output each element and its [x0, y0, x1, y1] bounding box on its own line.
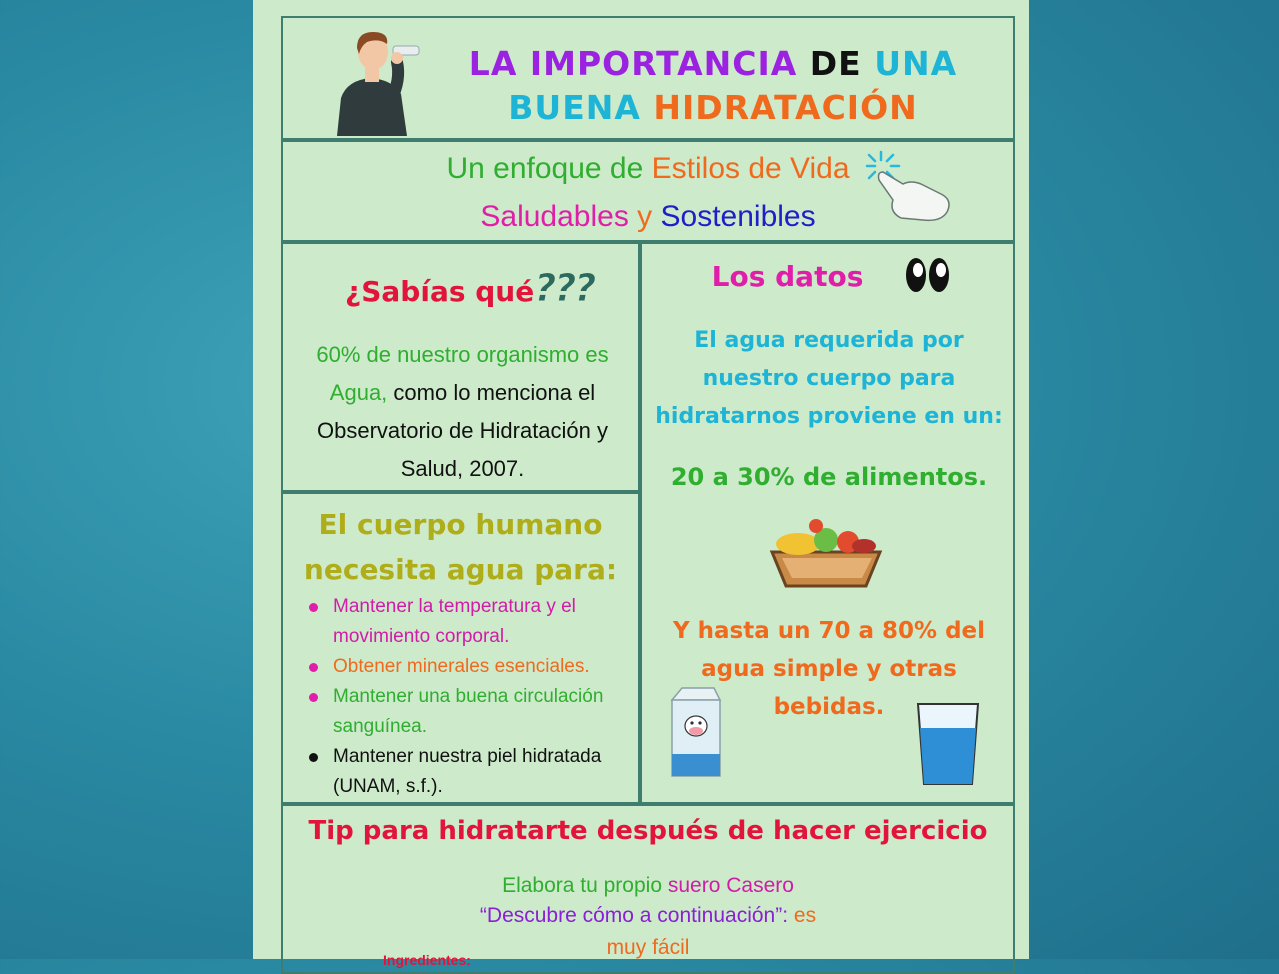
ingredients-label: Ingredientes:: [383, 952, 471, 968]
list-item: [305, 742, 635, 802]
tip-line-1-a: Elabora tu propio: [502, 874, 663, 897]
body-needs-panel: [281, 492, 640, 804]
tip-line-2-b: es: [793, 904, 817, 927]
list-item: [305, 682, 635, 742]
person-drinking-illustration: [327, 28, 427, 136]
subtitle-part-5: Sostenibles: [660, 200, 816, 233]
title-part-5: HIDRATACIÓN: [653, 88, 918, 127]
did-you-know-title-text: ¿Sabías qué: [345, 275, 535, 308]
did-you-know-source: como lo menciona el Observatorio de Hidratación y Salud, 2007.: [316, 380, 609, 481]
data-panel: [640, 242, 1015, 804]
bullet-icon: [309, 663, 318, 672]
header-panel: [281, 16, 1015, 140]
title-part-4: BUENA: [508, 88, 641, 127]
subtitle-part-3: Saludables: [480, 200, 629, 233]
did-you-know-panel: [281, 242, 640, 492]
tip-line-1-b: suero Casero: [667, 874, 794, 897]
food-basket-illustration: [768, 516, 884, 592]
list-item: [305, 592, 635, 652]
pointing-hand-icon: [863, 150, 957, 226]
list-item-text: Mantener una buena circulación sanguínea.: [333, 686, 604, 737]
data-title: Los datos: [711, 260, 864, 293]
body-needs-title: El cuerpo humano necesita agua para:: [303, 508, 618, 586]
subtitle-part-4: y: [637, 200, 653, 233]
data-intro: El agua requerida por nuestro cuerpo para hidratarnos proviene en un:: [655, 328, 1003, 429]
tip-line-3: muy fácil: [606, 936, 690, 959]
subtitle-part-2: Estilos de Vida: [651, 152, 850, 185]
tip-line-2-a: “Descubre cómo a continuación”:: [479, 904, 789, 927]
bullet-icon: [309, 753, 318, 762]
did-you-know-highlight: 60% de nuestro organismo es Agua,: [316, 342, 609, 405]
tip-line-1: [283, 874, 1013, 898]
infographic-poster: [253, 0, 1029, 968]
did-you-know-title: [345, 266, 594, 310]
main-title: [433, 42, 993, 130]
list-item-text: Mantener nuestra piel hidratada (UNAM, s.f.).: [333, 746, 602, 797]
question-marks-icon: ???: [534, 266, 595, 310]
water-glass-illustration: [914, 702, 982, 786]
subtitle-panel: [281, 140, 1015, 242]
data-drinks-percent: Y hasta un 70 a 80% del agua simple y otras bebidas.: [672, 618, 986, 720]
tip-title: Tip para hidratarte después de hacer ejercicio: [308, 816, 988, 846]
milk-carton-illustration: [668, 686, 724, 778]
body-needs-list: [305, 592, 635, 802]
did-you-know-text: [291, 336, 634, 488]
list-item: [305, 652, 635, 682]
tip-panel: [281, 804, 1015, 974]
tip-line-2: [283, 904, 1013, 928]
title-part-2: DE: [809, 44, 862, 83]
data-food-percent: 20 a 30% de alimentos.: [670, 463, 988, 491]
bullet-icon: [309, 603, 318, 612]
list-item-text: Mantener la temperatura y el movimiento corporal.: [333, 596, 576, 647]
title-part-3: UNA: [874, 44, 958, 83]
eyes-icon: [904, 256, 952, 294]
bullet-icon: [309, 693, 318, 702]
list-item-text: Obtener minerales esenciales.: [333, 656, 590, 677]
title-part-1: LA IMPORTANCIA: [468, 44, 798, 83]
subtitle-part-1: Un enfoque de: [446, 152, 644, 185]
